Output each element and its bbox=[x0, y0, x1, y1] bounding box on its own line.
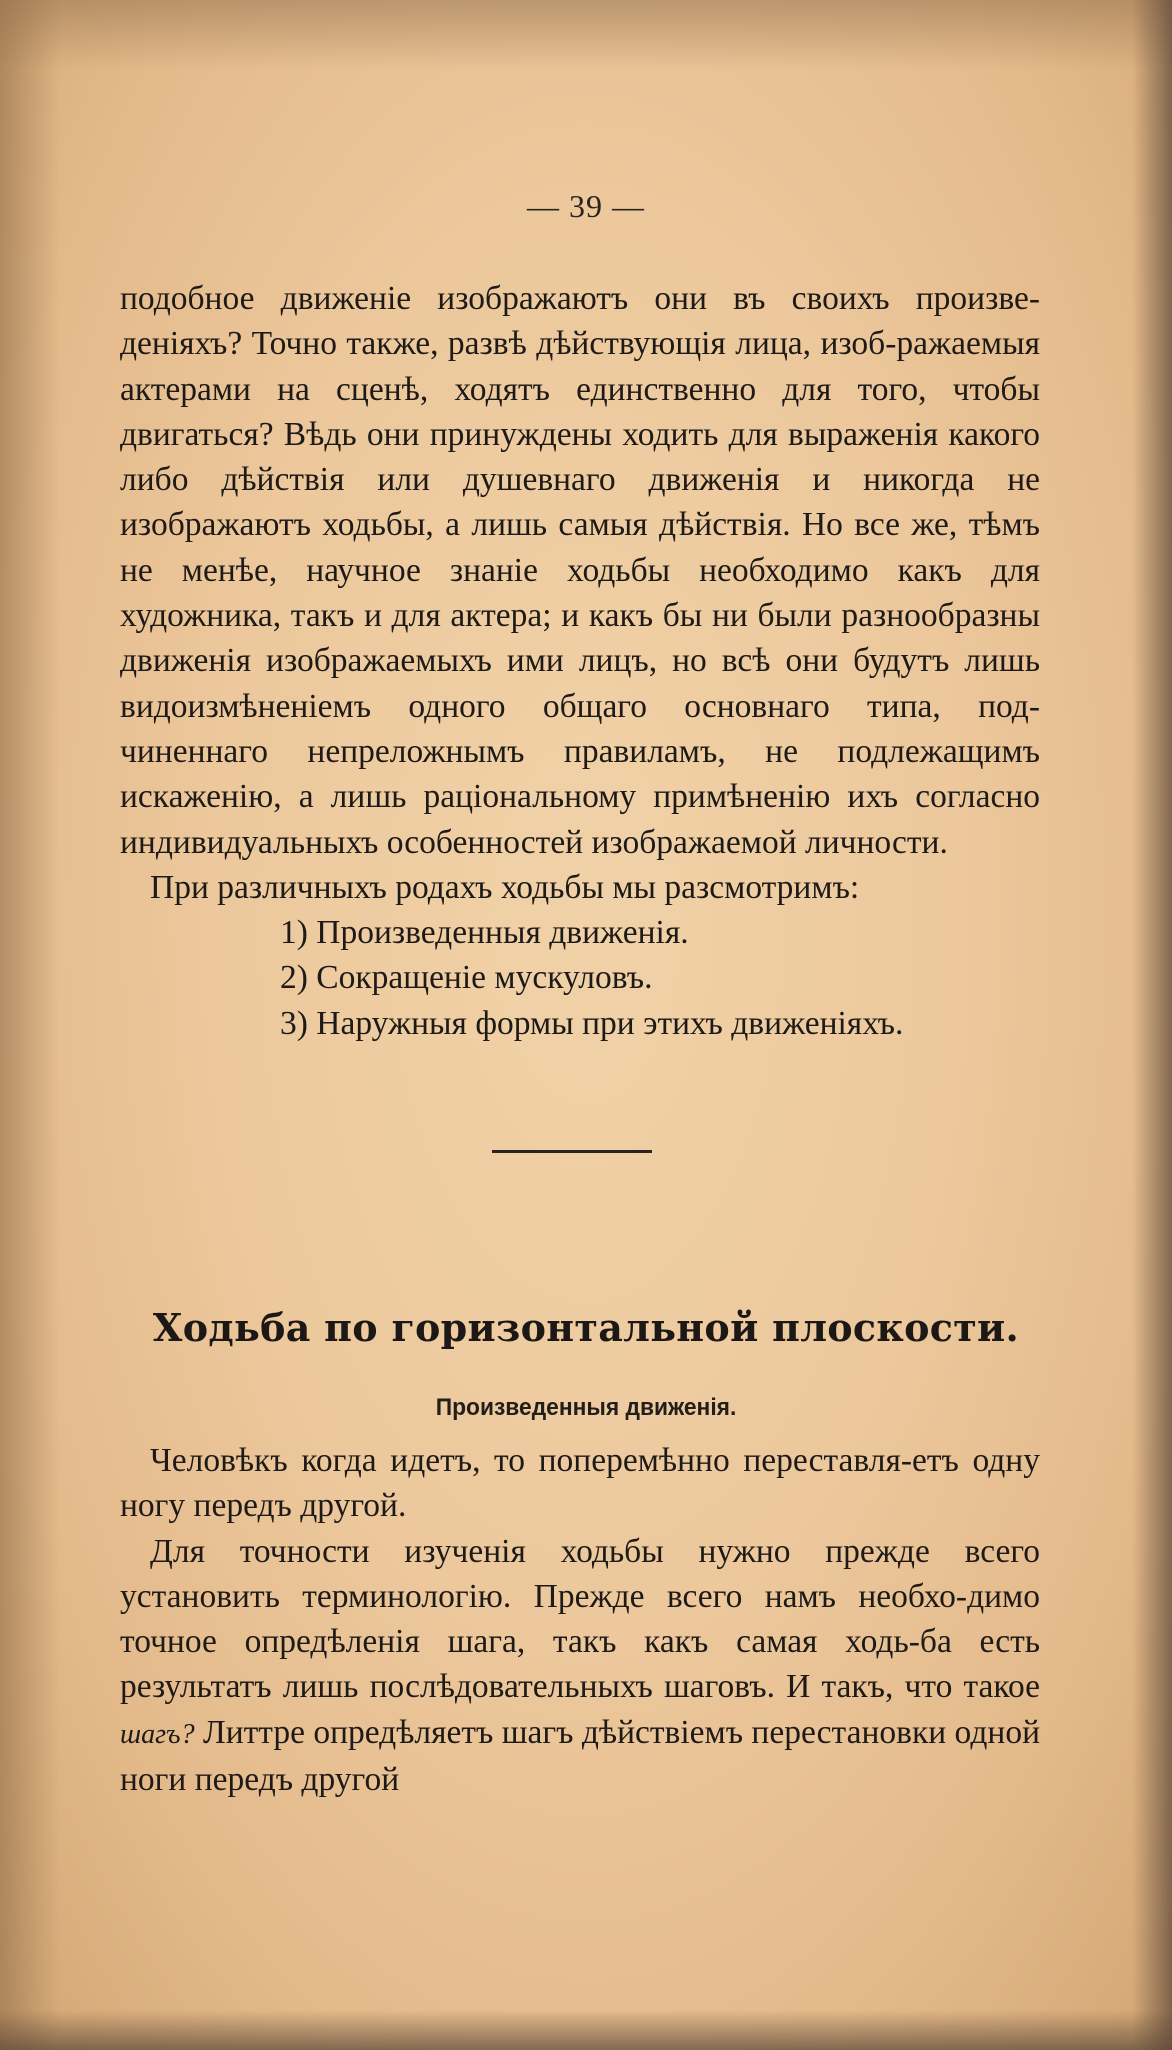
page-shadow-right bbox=[1132, 0, 1172, 2050]
page-shadow-bottom bbox=[0, 2010, 1172, 2050]
section-divider bbox=[492, 1150, 652, 1153]
italic-term: шагъ? bbox=[120, 1718, 195, 1750]
enumerated-list bbox=[120, 910, 1040, 1046]
paragraph-text: Литтре опредѣляетъ шагъ дѣйствіемъ перестановки одной ноги передъ другой bbox=[120, 1713, 1040, 1799]
paragraph bbox=[120, 1529, 1040, 1803]
paragraph: Человѣкъ когда идетъ, то поперемѣнно переставля-етъ одну ногу передъ другой. bbox=[120, 1442, 1040, 1525]
section-heading: Ходьба по горизонтальной плоскости. bbox=[152, 1305, 1020, 1350]
list-item: 1) Произведенныя движенія. bbox=[280, 914, 689, 952]
page-number: — 39 — bbox=[527, 188, 645, 224]
list-item: 2) Сокращеніе мускуловъ. bbox=[280, 959, 653, 997]
page-shadow-top bbox=[0, 0, 1172, 70]
page-shadow-left bbox=[0, 0, 60, 2050]
text-block-top bbox=[120, 276, 1040, 1046]
paragraph: При различныхъ родахъ ходьбы мы разсмотримъ: bbox=[150, 868, 860, 906]
section-subheading: Произведенныя движенія. bbox=[435, 1394, 737, 1421]
list-item: 3) Наружныя формы при этихъ движеніяхъ. bbox=[280, 1004, 904, 1042]
text-block-bottom bbox=[120, 1438, 1040, 1802]
paragraph-text: Для точности изученія ходьбы нужно прежде всего установить терминологію. Прежде всего намъ необхо-димо точное опредѣленія шага, такъ какъ самая ходь-ба есть результатъ лишь послѣдовательныхъ шаговъ. И такъ, что такое bbox=[120, 1532, 1040, 1706]
paragraph: подобное движенiе изображаютъ они въ своихъ произве-деніяхъ? Точно также, развѣ дѣйствующія лица, изоб-ражаемыя актерами на сценѣ, ходятъ единственно для того, чтобы двигаться? Вѣдь они принуждены ходить для выраженія какого либо дѣйствія или душевнаго движенія и никогда не изображаютъ ходьбы, а лишь самыя дѣйствія. Но все же, тѣмъ не менѣе, научное знаніе ходьбы необходимо какъ для художника, такъ и для актера; и какъ бы ни были разнообразны движенія изображаемыхъ ими лицъ, но всѣ они будутъ лишь видоизмѣненіемъ одного общаго основнаго типа, под-чиненнаго непреложнымъ правиламъ, не подлежащимъ искаженію, а лишь раціональному примѣненію ихъ согласно индивидуальныхъ особенностей изображаемой личности. bbox=[120, 280, 1040, 861]
